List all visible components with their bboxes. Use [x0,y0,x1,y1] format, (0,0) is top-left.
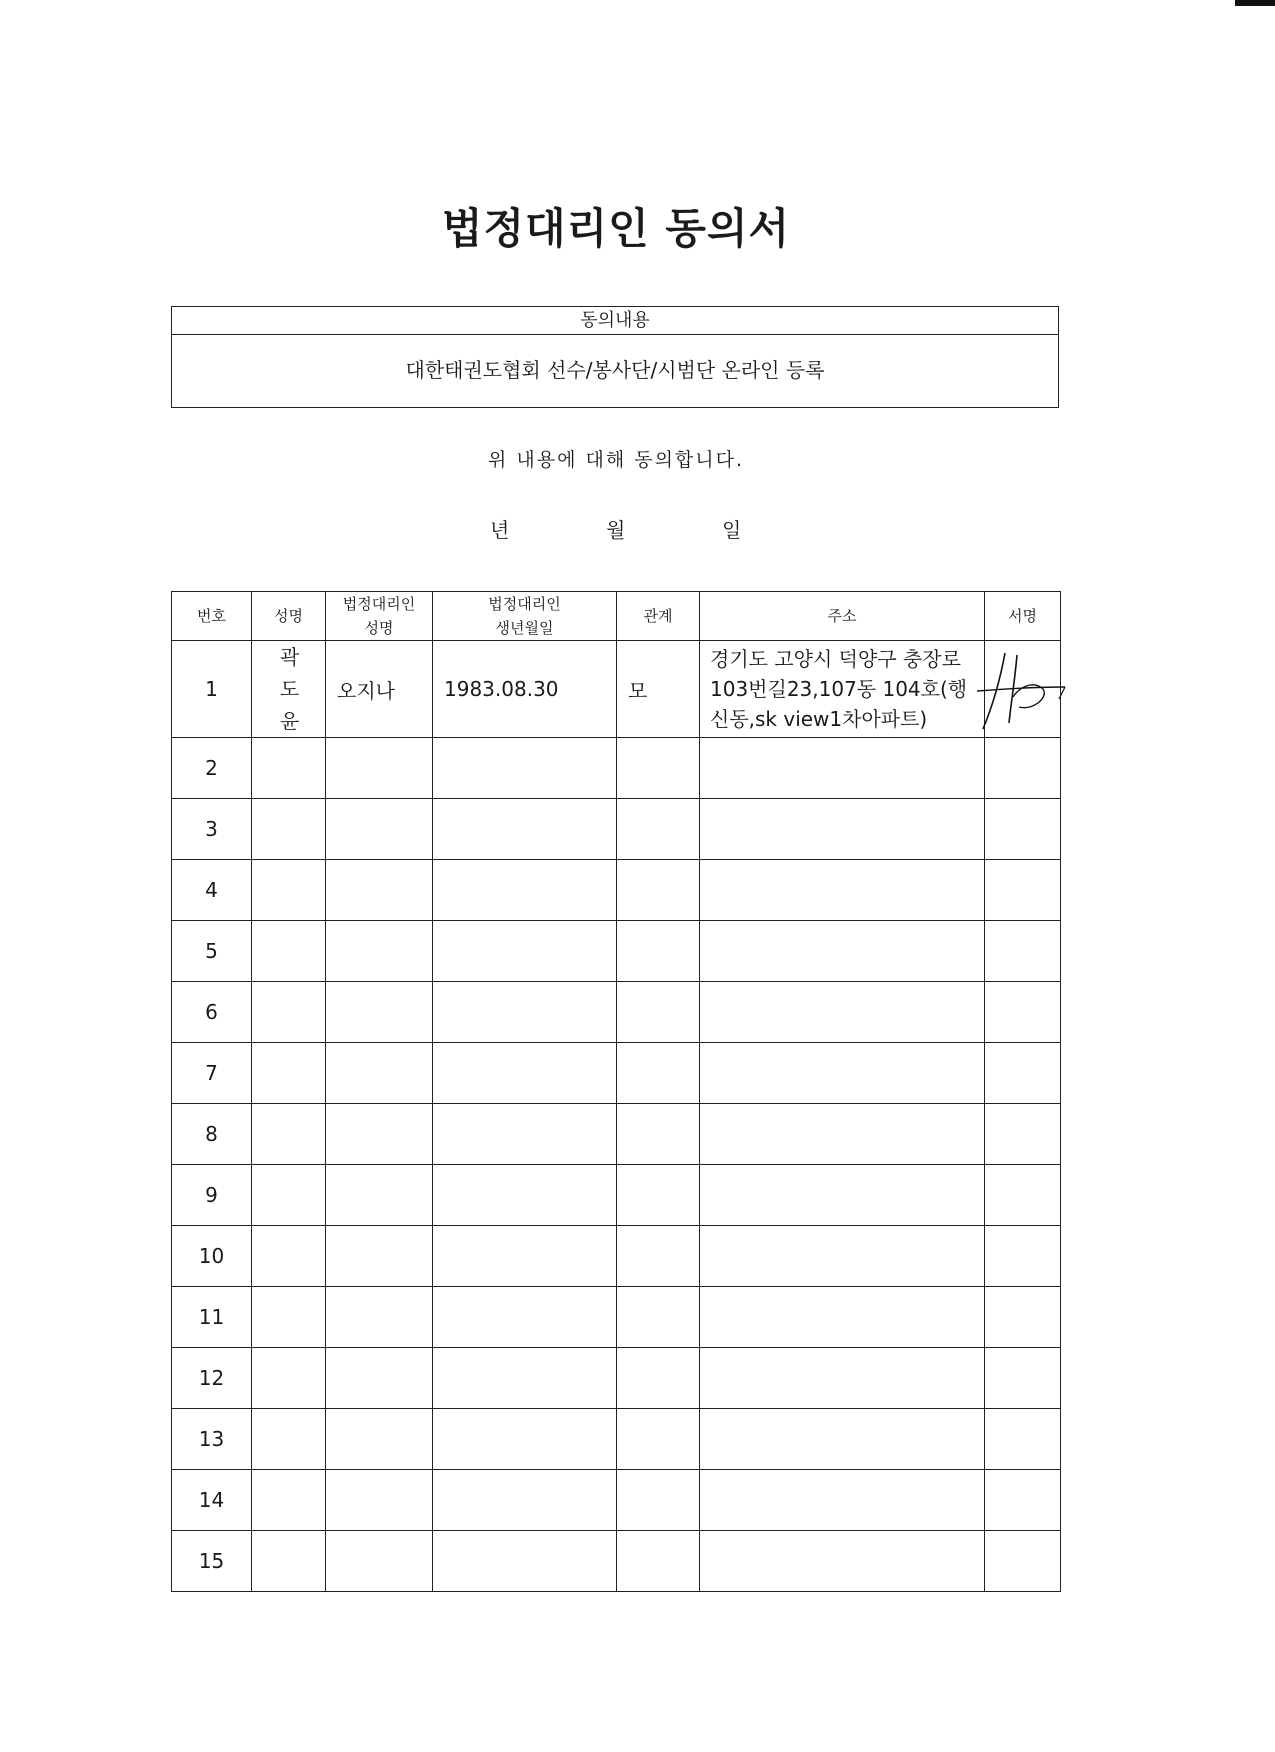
cell-no: 14 [172,1470,252,1531]
table-row [172,982,1061,1043]
scan-edge-mark [1235,0,1275,6]
cell-no: 8 [172,1104,252,1165]
table-row [172,1531,1061,1592]
table-row [172,1348,1061,1409]
cell-no: 5 [172,921,252,982]
guardian-table [171,591,1061,1592]
table-row [172,1287,1061,1348]
table-row [172,921,1061,982]
table-row [172,641,1061,738]
cell-no: 2 [172,738,252,799]
cell-signature [985,641,1061,738]
table-row [172,1470,1061,1531]
cell-no: 6 [172,982,252,1043]
table-row [172,1043,1061,1104]
handwritten-signature-icon [973,645,1069,735]
cell-no: 9 [172,1165,252,1226]
cell-no: 10 [172,1226,252,1287]
cell-name: 곽 도 윤 [252,641,326,738]
cell-address: 경기도 고양시 덕양구 충장로103번길23,107동 104호(행신동,sk view1차아파트) [700,641,985,738]
header-guardian-name [326,592,433,641]
cell-no: 7 [172,1043,252,1104]
cell-no: 15 [172,1531,252,1592]
table-row [172,1104,1061,1165]
consent-content: 대한태권도협회 선수/봉사단/시범단 온라인 등록 [405,358,825,382]
cell-relation: 모 [617,641,700,738]
header-guardian-birth-line2: 생년월일 [495,619,554,637]
table-row [172,860,1061,921]
table-row [172,738,1061,799]
cell-no: 4 [172,860,252,921]
table-row [172,799,1061,860]
table-row [172,1165,1061,1226]
cell-guardian-name: 오지나 [326,641,433,738]
header-guardian-name-line2: 성명 [364,619,394,637]
page-title: 법정대리인 동의서 [441,204,791,253]
agreement-statement: 위 내용에 대해 동의합니다. [487,449,745,471]
date-year-label: 년 [490,518,510,542]
header-signature: 서명 [985,592,1061,641]
cell-no: 11 [172,1287,252,1348]
header-guardian-birth [433,592,617,641]
table-header-row [172,592,1061,641]
header-relation: 관계 [617,592,700,641]
consent-box [171,306,1059,408]
cell-no: 13 [172,1409,252,1470]
table-row [172,1409,1061,1470]
date-day-label: 일 [722,518,742,542]
cell-no: 12 [172,1348,252,1409]
table-row [172,1226,1061,1287]
header-guardian-name-line1: 법정대리인 [342,595,416,613]
header-no: 번호 [172,592,252,641]
header-name: 성명 [252,592,326,641]
cell-no: 3 [172,799,252,860]
date-month-label: 월 [606,518,626,542]
cell-no: 1 [172,641,252,738]
cell-guardian-birth: 1983.08.30 [433,641,617,738]
header-guardian-birth-line1: 법정대리인 [488,595,561,613]
header-address: 주소 [700,592,985,641]
consent-header: 동의내용 [172,307,1058,335]
